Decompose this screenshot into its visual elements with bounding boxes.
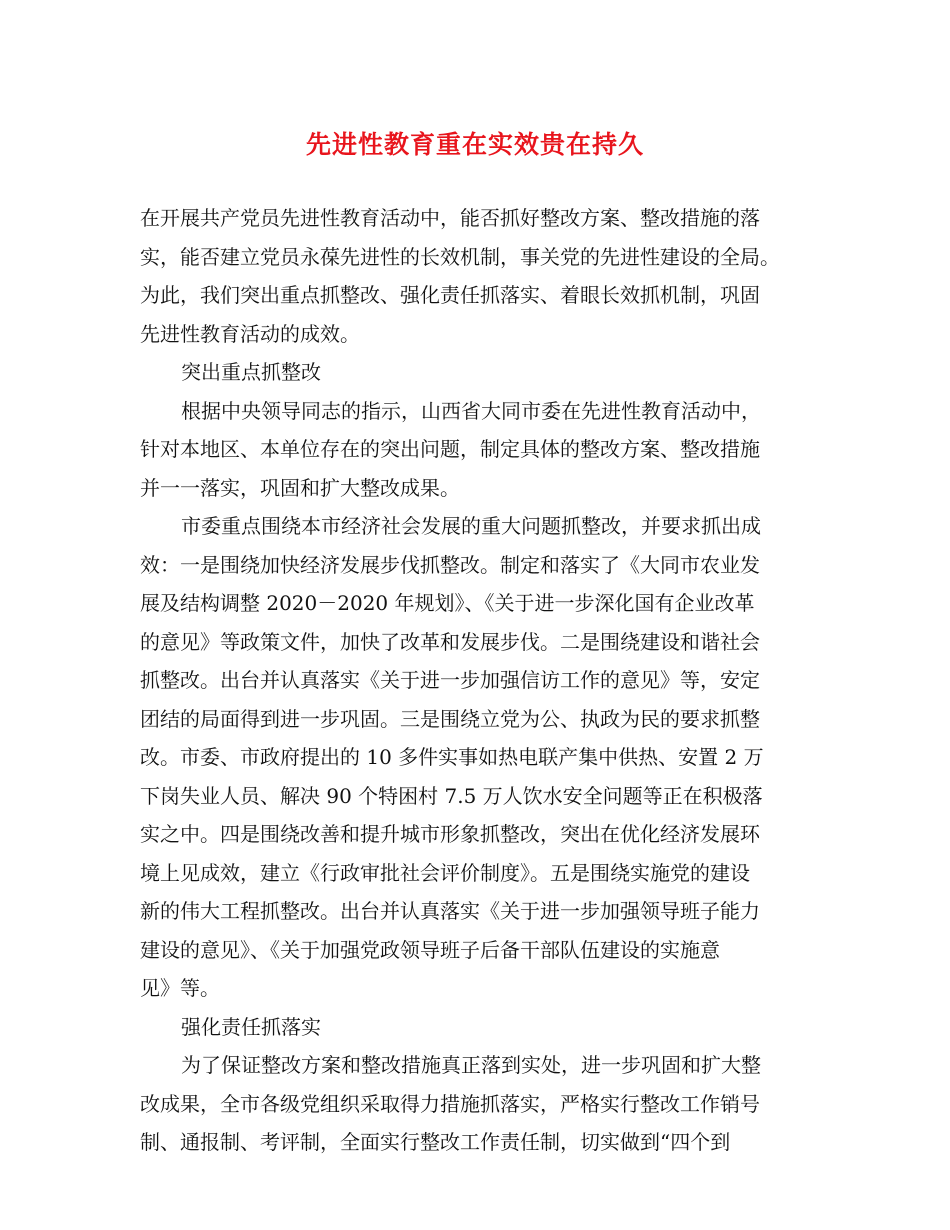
body-text-line: 针对本地区、本单位存在的突出问题，制定具体的整改方案、整改措施 bbox=[140, 437, 760, 461]
body-text-line: 根据中央领导同志的指示，山西省大同市委在先进性教育活动中， bbox=[181, 398, 761, 423]
document-title: 先进性教育重在实效贵在持久 bbox=[305, 130, 644, 159]
body-text-line: 的意见》等政策文件，加快了改革和发展步伐。二是围绕建设和谐社会 bbox=[140, 629, 760, 654]
body-text-line: 改。市委、市政府提出的 10 多件实事如热电联产集中供热、安置 2 万 bbox=[140, 745, 764, 769]
section-heading: 强化责任抓落实 bbox=[181, 1014, 321, 1039]
body-text-line: 见》等。 bbox=[140, 976, 220, 1000]
body-text-line: 建设的意见》、《关于加强党政领导班子后备干部队伍建设的实施意 bbox=[140, 937, 720, 962]
body-text-line: 改成果，全市各级党组织采取得力措施抓落实，严格实行整改工作销号 bbox=[140, 1091, 760, 1116]
body-text-line: 抓整改。出台并认真落实《关于进一步加强信访工作的意见》等，安定 bbox=[140, 668, 760, 692]
body-text-line: 为此，我们突出重点抓整改、强化责任抓落实、着眼长效抓机制，巩固 bbox=[140, 283, 760, 307]
body-text-line: 实，能否建立党员永葆先进性的长效机制，事关党的先进性建设的全局。 bbox=[140, 244, 780, 269]
body-text-line: 效：一是围绕加快经济发展步伐抓整改。制定和落实了《大同市农业发 bbox=[140, 552, 760, 577]
body-text-line: 并一一落实，巩固和扩大整改成果。 bbox=[140, 475, 460, 500]
document-body bbox=[140, 199, 830, 1162]
body-text-line: 团结的局面得到进一步巩固。三是围绕立党为公、执政为民的要求抓整 bbox=[140, 706, 760, 731]
body-text-line: 新的伟大工程抓整改。出台并认真落实《关于进一步加强领导班子能力 bbox=[140, 899, 760, 923]
body-text-line: 市委重点围绕本市经济社会发展的重大问题抓整改，并要求抓出成 bbox=[181, 514, 761, 538]
body-text-line: 制、通报制、考评制，全面实行整改工作责任制，切实做到“四个到 bbox=[140, 1130, 731, 1154]
body-text-line: 为了保证整改方案和整改措施真正落到实处，进一步巩固和扩大整 bbox=[181, 1053, 761, 1077]
body-text-line: 实之中。四是围绕改善和提升城市形象抓整改，突出在优化经济发展环 bbox=[140, 822, 760, 846]
body-text-line: 先进性教育活动的成效。 bbox=[140, 321, 360, 346]
body-text-line: 境上见成效，建立《行政审批社会评价制度》。五是围绕实施党的建设 bbox=[140, 860, 750, 885]
body-text-line: 下岗失业人员、解决 90 个特困村 7.5 万人饮水安全问题等正在积极落 bbox=[140, 783, 763, 808]
section-heading: 突出重点抓整改 bbox=[181, 360, 321, 384]
body-text-line: 展及结构调整 2020－2020 年规划》、《关于进一步深化国有企业改革 bbox=[140, 591, 755, 615]
body-text-line: 在开展共产党员先进性教育活动中，能否抓好整改方案、整改措施的落 bbox=[140, 206, 760, 230]
